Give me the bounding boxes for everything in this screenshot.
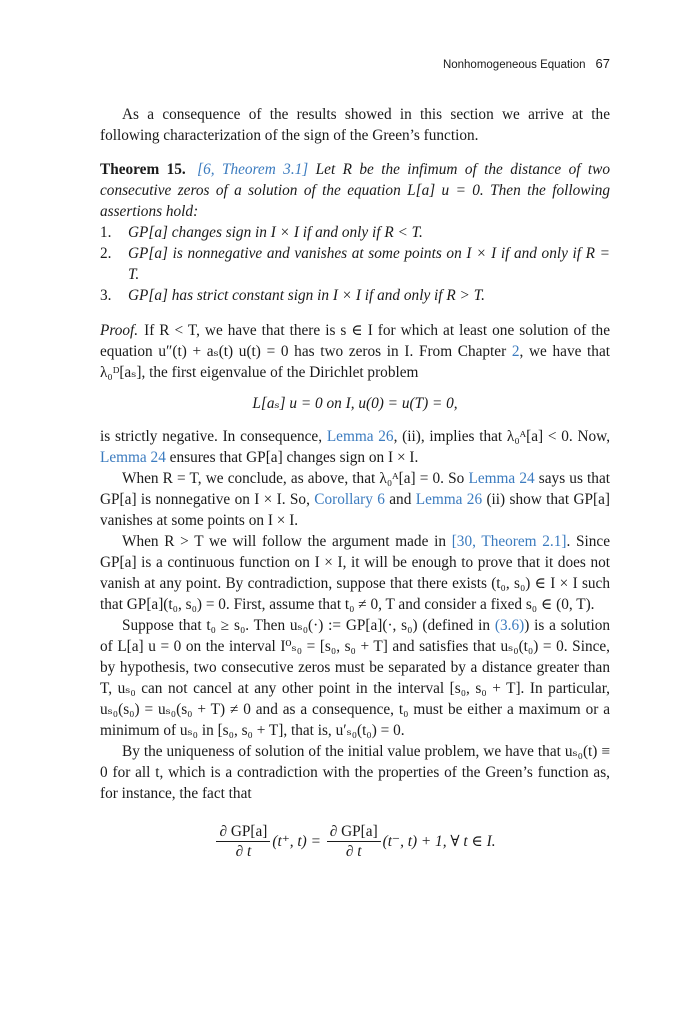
fraction-denominator: ∂ t [235,843,252,860]
proof-paragraph-5 [100,615,610,741]
assertion-number: 3. [100,287,112,304]
dirichlet-problem-equation: L[aₛ] u = 0 on I, u(0) = u(T) = 0, [252,395,458,412]
lemma-24-link[interactable]: Lemma 24 [468,470,535,487]
fraction-numerator: ∂ GP[a] [216,822,270,842]
corollary-6-link[interactable]: Corollary 6 [314,491,385,508]
theorem-label: Theorem 15. [100,161,186,178]
proof-paragraph-1 [100,320,610,383]
assertion-number: 1. [100,224,112,241]
running-header [100,56,610,74]
assertion-text: GP[a] is nonnegative and vanishes at some points on I × I if and only if R = T. [128,245,610,283]
equation-middle: (t⁺, t) = [272,833,321,850]
lemma-26-link[interactable]: Lemma 26 [415,491,483,508]
proof-text: ) is a solution of L[a] u = 0 on the interval I⁰ₛ₀ = [s₀, s₀ + T] and satisfies that uₛ₀(t₀) = 0. Since, by hypothesis, two consecutive zeros must be separated by a distance greater than T, uₛ₀ can not cancel at any other point in the interval [s₀, s₀ + T]. In particular, uₛ₀(s₀) = uₛ₀(s₀ + T) ≠ 0 and as a consequence, t₀ must be either a maximum or a minimum of uₛ₀ in [s₀, s₀ + T], that is, u′ₛ₀(t₀) = 0. [100,617,611,739]
running-title: Nonhomogeneous Equation [442,59,586,71]
page [100,0,610,1024]
equation-3-6-link[interactable]: (3.6) [494,617,525,634]
page-number: 67 [595,56,610,71]
partial-derivative-fraction [216,822,270,861]
proof-paragraph-4 [100,531,610,615]
assertion-text: GP[a] has strict constant sign in I × I if and only if R > T. [128,287,485,304]
proof-text: . Since GP[a] is a continuous function on I × I, it will be enough to prove that it does not vanish at any point. By contradiction, suppose that there exists (t₀, s₀) ∈ I × I such that GP[a](t₀, s₀) = 0. First, assume that t₀ ≠ 0, T and consider a fixed s₀ ∈ (0, T). [100,533,610,613]
partial-derivative-fraction [327,822,381,861]
proof-text: ensures that GP[a] changes sign on I × I. [169,449,419,466]
theorem-citation[interactable]: [6, Theorem 3.1] [197,161,309,178]
proof-text: says us that GP[a] is nonnegative on I × I. So, [100,470,610,508]
page-body [100,104,610,861]
proof-label: Proof. [100,322,139,339]
equation-tail: (t⁻, t) + 1, ∀ t ∈ I. [382,833,496,850]
fraction-denominator: ∂ t [345,843,362,860]
theorem-statement: Let R be the infimum of the distance of two consecutive zeros of a solution of the equation L[a] u = 0. Then the following assertions hold: [100,161,610,220]
lemma-24-link[interactable]: Lemma 24 [100,449,166,466]
proof-paragraph-3 [100,468,610,531]
proof [100,320,610,861]
fraction-numerator: ∂ GP[a] [327,822,381,842]
jump-condition-equation [100,822,610,861]
assertion-text: GP[a] changes sign in I × I if and only if R < T. [128,224,423,241]
proof-paragraph-2 [100,426,610,468]
chapter-link[interactable]: 2 [511,343,520,360]
proof-text: , (ii), implies that λ₀ᴬ[a] < 0. Now, [393,428,611,445]
assertion-item [100,222,610,243]
proof-paragraph-6: By the uniqueness of solution of the initial value problem, we have that uₛ₀(t) ≡ 0 for all t, which is a contradiction with the properties of the Green’s function as, for instance, the fact that [100,743,610,802]
assertion-item [100,285,610,306]
assertion-item [100,243,610,285]
proof-text: , we have that λ₀ᴰ[aₛ], the first eigenvalue of the Dirichlet problem [100,343,610,381]
proof-text: Suppose that t₀ ≥ s₀. Then uₛ₀(·) := GP[a](·, s₀) (defined in [122,617,491,634]
lemma-26-link[interactable]: Lemma 26 [326,428,394,445]
proof-text: When R > T we will follow the argument made in [122,533,446,550]
proof-text: When R = T, we conclude, as above, that λ₀ᴬ[a] = 0. So [122,470,465,487]
reference-30-link[interactable]: [30, Theorem 2.1] [451,533,567,550]
assertion-number: 2. [100,245,112,262]
intro-paragraph: As a consequence of the results showed in this section we arrive at the following characterization of the sign of the Green’s function. [100,106,610,144]
proof-text: and [389,491,412,508]
proof-text: If R < T, we have that there is s ∈ I for which at least one solution of the equation u″(t) + aₛ(t) u(t) = 0 has two zeros in I. From Chapter [100,322,610,360]
theorem-15 [100,159,610,306]
proof-text: (ii) show that GP[a] vanishes at some points on I × I. [100,491,610,529]
proof-text: is strictly negative. In consequence, [100,428,323,445]
